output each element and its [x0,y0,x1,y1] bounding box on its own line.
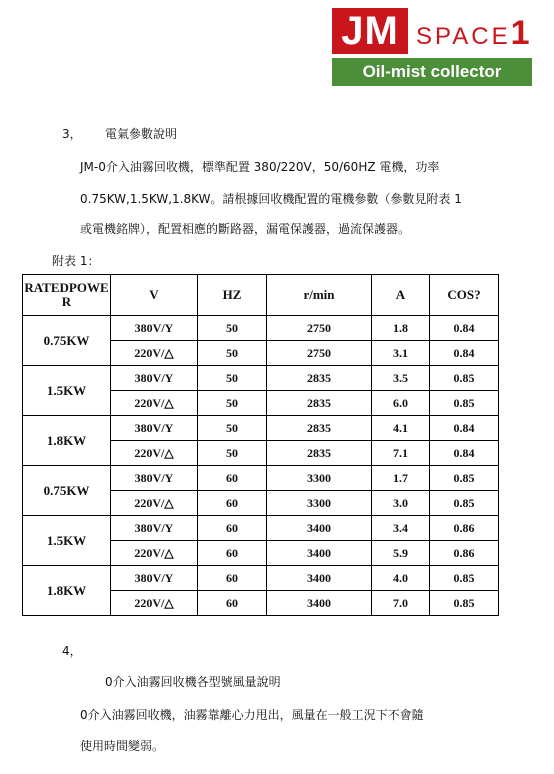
cell-power-factor: 0.86 [430,516,499,541]
cell-frequency: 50 [198,341,267,366]
cell-frequency: 50 [198,441,267,466]
section-3-number: 3， [62,127,82,141]
table-row [23,366,499,391]
header-frequency: HZ [198,275,267,316]
cell-current: 6.0 [372,391,430,416]
cell-rpm: 3400 [267,541,372,566]
cell-voltage: 380V/Y [111,516,198,541]
table-row [23,316,499,341]
logo-jm-mark: JM [332,8,408,54]
cell-frequency: 60 [198,541,267,566]
cell-frequency: 60 [198,491,267,516]
cell-power-factor: 0.84 [430,341,499,366]
logo-brand-word: SPACE [416,23,511,50]
cell-rpm: 2835 [267,416,372,441]
table-caption: 附表 1： [52,254,100,268]
header-rated-power: RATEDPOWER [23,275,111,316]
cell-voltage: 380V/Y [111,466,198,491]
company-logo [332,8,532,80]
cell-rated-power: 1.8KW [23,566,111,616]
cell-frequency: 50 [198,391,267,416]
cell-rpm: 3300 [267,466,372,491]
cell-rpm: 3400 [267,591,372,616]
cell-rpm: 2835 [267,391,372,416]
header-voltage: V [111,275,198,316]
section-4-number: 4， [62,644,82,658]
motor-spec-table [22,274,499,616]
cell-voltage: 380V/Y [111,566,198,591]
cell-frequency: 60 [198,591,267,616]
section-4-line-1: 0介入油霧回收機，油霧靠離心力甩出，風量在一般工況下不會隨 [80,708,424,722]
cell-power-factor: 0.85 [430,491,499,516]
cell-frequency: 50 [198,366,267,391]
cell-current: 3.0 [372,491,430,516]
cell-voltage: 220V/△ [111,541,198,566]
cell-current: 7.0 [372,591,430,616]
logo-tagline: Oil-mist collector [332,58,532,86]
section-4-title: 0介入油霧回收機各型號風量說明 [105,675,281,689]
cell-current: 3.5 [372,366,430,391]
cell-rated-power: 1.5KW [23,366,111,416]
cell-current: 3.4 [372,516,430,541]
table-row [23,516,499,541]
cell-voltage: 220V/△ [111,441,198,466]
cell-current: 7.1 [372,441,430,466]
cell-frequency: 60 [198,466,267,491]
cell-frequency: 50 [198,416,267,441]
header-power-factor: COS? [430,275,499,316]
section-3-line-2: 0.75KW,1.5KW,1.8KW。請根據回收機配置的電機參數（參數見附表 1 [80,192,462,206]
cell-power-factor: 0.84 [430,316,499,341]
cell-rpm: 3400 [267,566,372,591]
cell-current: 5.9 [372,541,430,566]
cell-power-factor: 0.85 [430,391,499,416]
table-row [23,566,499,591]
cell-rated-power: 1.5KW [23,516,111,566]
logo-brand-digit: 1 [510,14,530,52]
header-current: A [372,275,430,316]
section-4-line-2: 使用時間變弱。 [80,739,165,753]
cell-rpm: 3400 [267,516,372,541]
cell-current: 3.1 [372,341,430,366]
section-3-line-3: 或電機銘牌），配置相應的斷路器，漏電保護器，過流保護器。 [80,222,411,236]
cell-current: 1.8 [372,316,430,341]
cell-rpm: 2750 [267,316,372,341]
cell-rpm: 3300 [267,491,372,516]
cell-frequency: 60 [198,516,267,541]
cell-power-factor: 0.85 [430,366,499,391]
cell-power-factor: 0.85 [430,466,499,491]
cell-power-factor: 0.85 [430,591,499,616]
cell-frequency: 50 [198,316,267,341]
cell-rated-power: 1.8KW [23,416,111,466]
cell-voltage: 220V/△ [111,341,198,366]
cell-voltage: 220V/△ [111,391,198,416]
cell-power-factor: 0.84 [430,441,499,466]
cell-voltage: 220V/△ [111,491,198,516]
table-row [23,466,499,491]
cell-current: 1.7 [372,466,430,491]
cell-current: 4.1 [372,416,430,441]
section-3-line-1: JM-0介入油霧回收機，標準配置 380/220V，50/60HZ 電機，功率 [80,160,440,174]
logo-brand-text [416,14,530,52]
table-row [23,416,499,441]
cell-rated-power: 0.75KW [23,466,111,516]
cell-rpm: 2750 [267,341,372,366]
cell-voltage: 380V/Y [111,366,198,391]
cell-power-factor: 0.85 [430,566,499,591]
header-rpm: r/min [267,275,372,316]
cell-power-factor: 0.84 [430,416,499,441]
cell-current: 4.0 [372,566,430,591]
cell-frequency: 60 [198,566,267,591]
cell-rpm: 2835 [267,441,372,466]
cell-power-factor: 0.86 [430,541,499,566]
cell-rpm: 2835 [267,366,372,391]
section-3-title: 電氣參數說明 [105,127,178,141]
cell-voltage: 380V/Y [111,416,198,441]
cell-voltage: 220V/△ [111,591,198,616]
table-header-row [23,275,499,316]
cell-voltage: 380V/Y [111,316,198,341]
cell-rated-power: 0.75KW [23,316,111,366]
